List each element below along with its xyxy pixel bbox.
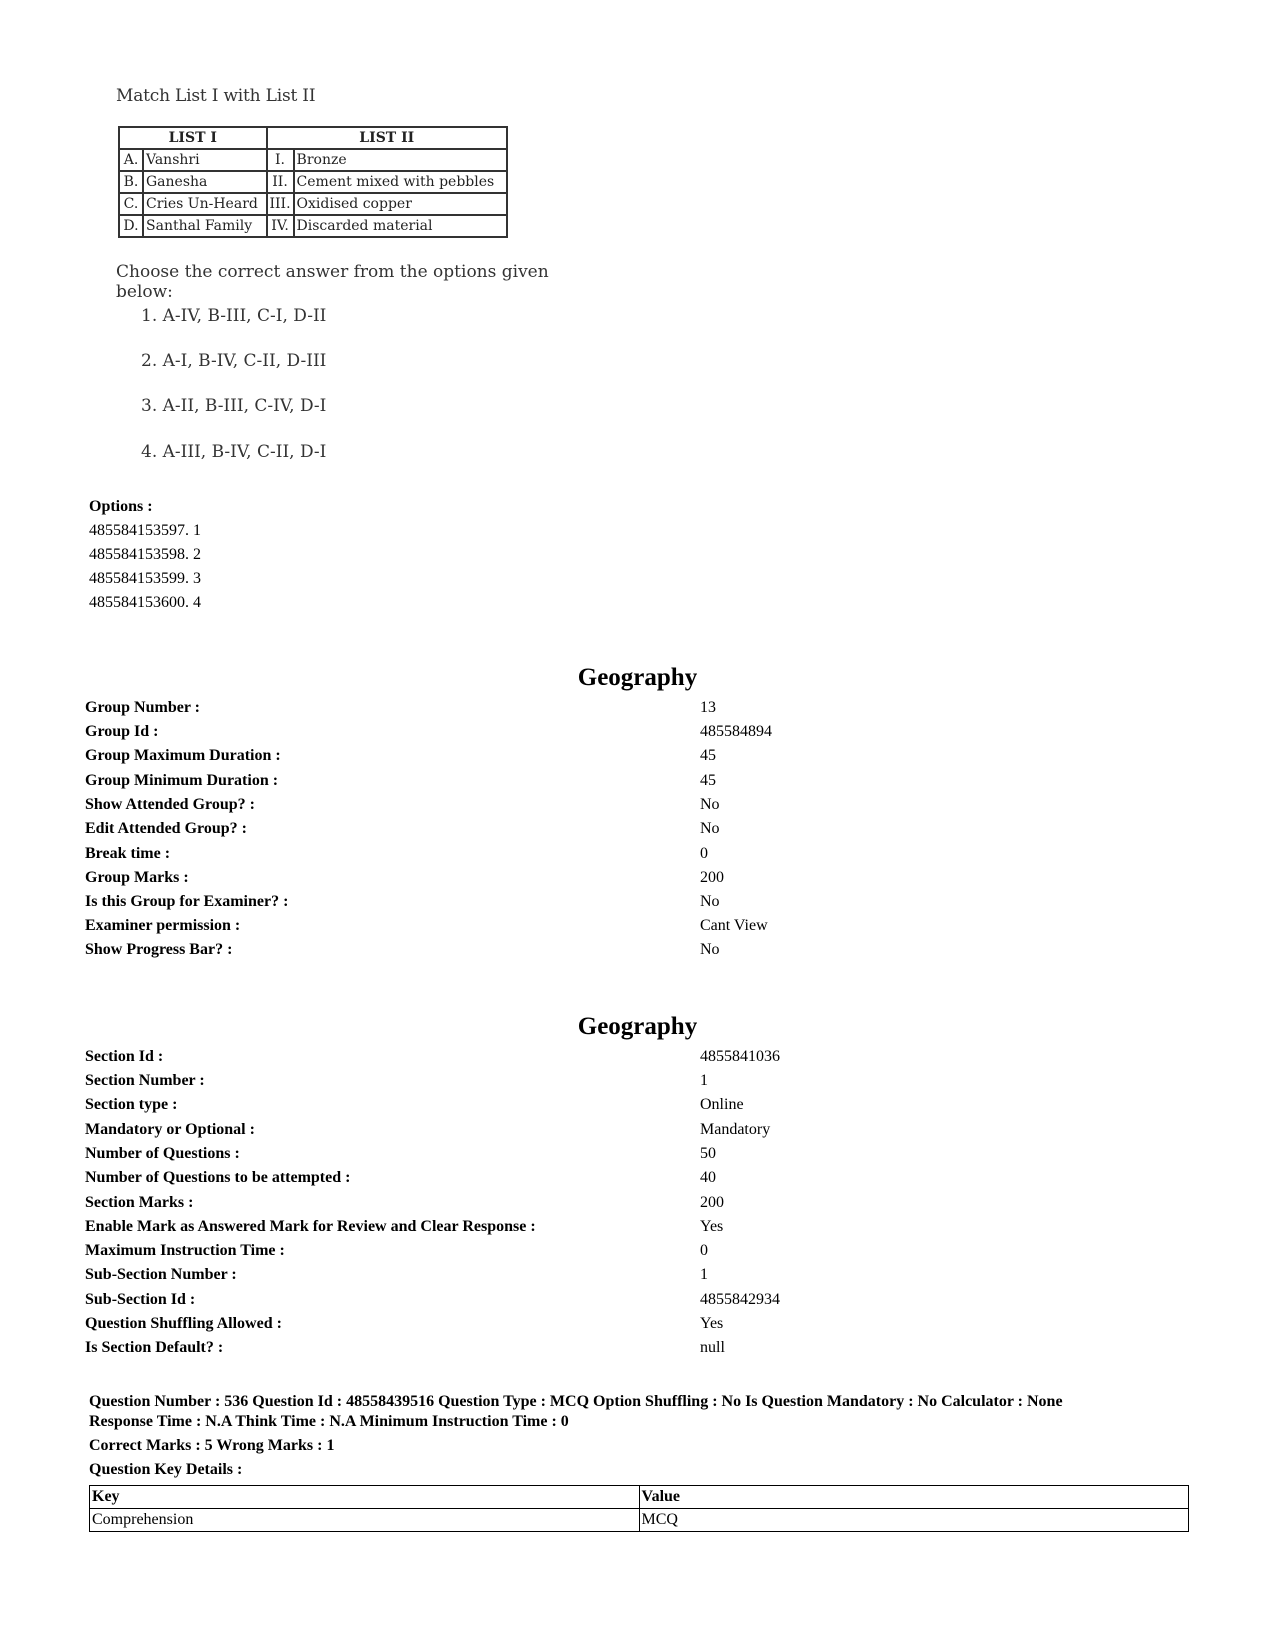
group-field-value: 200 bbox=[700, 869, 724, 886]
value-column-header: Value bbox=[639, 1486, 1189, 1509]
list-one-key: B. bbox=[119, 171, 143, 193]
list-one-item: Ganesha bbox=[143, 171, 267, 193]
list-two-key: I. bbox=[267, 149, 294, 171]
group-field-value: No bbox=[700, 893, 720, 910]
section-field-value: 4855842934 bbox=[700, 1291, 780, 1308]
choose-instruction: Choose the correct answer from the options given below: bbox=[116, 262, 549, 302]
section-field-value: 1 bbox=[700, 1072, 708, 1089]
group-field-label: Is this Group for Examiner? : bbox=[85, 893, 289, 910]
list-one-item: Vanshri bbox=[143, 149, 267, 171]
section-field-value: Mandatory bbox=[700, 1121, 771, 1138]
group-field-label: Show Attended Group? : bbox=[85, 796, 255, 813]
list-two-header: LIST II bbox=[267, 127, 508, 149]
answer-choice-1: 1. A-IV, B-III, C-I, D-II bbox=[141, 306, 327, 326]
section-field-value: Yes bbox=[700, 1218, 724, 1235]
group-field-label: Group Marks : bbox=[85, 869, 189, 886]
list-one-item: Cries Un-Heard bbox=[143, 193, 267, 215]
section-field-value: 200 bbox=[700, 1194, 724, 1211]
section-field-label: Section Marks : bbox=[85, 1194, 194, 1211]
key-table-header-row bbox=[90, 1486, 1189, 1509]
section-field-value: null bbox=[700, 1339, 725, 1356]
section-field-label: Is Section Default? : bbox=[85, 1339, 224, 1356]
group-field-label: Show Progress Bar? : bbox=[85, 941, 233, 958]
group-field-value: 45 bbox=[700, 772, 716, 789]
group-field-label: Break time : bbox=[85, 845, 171, 862]
answer-choice-4: 4. A-III, B-IV, C-II, D-I bbox=[141, 442, 327, 462]
group-field-value: Cant View bbox=[700, 917, 768, 934]
list-two-key: IV. bbox=[267, 215, 294, 237]
value-cell: MCQ bbox=[639, 1509, 1189, 1532]
group-field-label: Group Id : bbox=[85, 723, 159, 740]
section-field-value: 4855841036 bbox=[700, 1048, 780, 1065]
section-field-label: Maximum Instruction Time : bbox=[85, 1242, 285, 1259]
question-info-line-1: Question Number : 536 Question Id : 48558439516 Question Type : MCQ Option Shuffling : No Is Question Mandatory : No Calculator : None bbox=[89, 1393, 1063, 1410]
section-field-label: Sub-Section Number : bbox=[85, 1266, 237, 1283]
option-item: 485584153597. 1 bbox=[89, 522, 201, 539]
option-item: 485584153598. 2 bbox=[89, 546, 201, 563]
list-one-header: LIST I bbox=[119, 127, 267, 149]
group-field-value: 485584894 bbox=[700, 723, 772, 740]
key-cell: Comprehension bbox=[90, 1509, 640, 1532]
list-two-key: III. bbox=[267, 193, 294, 215]
answer-choice-3: 3. A-II, B-III, C-IV, D-I bbox=[141, 396, 327, 416]
group-field-label: Group Maximum Duration : bbox=[85, 747, 281, 764]
group-field-value: No bbox=[700, 796, 720, 813]
section-field-value: 0 bbox=[700, 1242, 708, 1259]
group-field-label: Examiner permission : bbox=[85, 917, 241, 934]
section-field-value: Yes bbox=[700, 1315, 724, 1332]
key-column-header: Key bbox=[90, 1486, 640, 1509]
question-image bbox=[108, 78, 588, 478]
section-field-label: Sub-Section Id : bbox=[85, 1291, 196, 1308]
option-item: 485584153599. 3 bbox=[89, 570, 201, 587]
question-key-table bbox=[89, 1485, 1189, 1532]
question-info-line-2: Response Time : N.A Think Time : N.A Minimum Instruction Time : 0 bbox=[89, 1413, 569, 1430]
match-list-row bbox=[119, 215, 507, 237]
list-two-item: Cement mixed with pebbles bbox=[294, 171, 507, 193]
section-field-value: Online bbox=[700, 1096, 744, 1113]
group-field-value: No bbox=[700, 820, 720, 837]
match-list-row bbox=[119, 171, 507, 193]
section-field-label: Section Id : bbox=[85, 1048, 164, 1065]
group-field-label: Group Minimum Duration : bbox=[85, 772, 279, 789]
group-field-label: Edit Attended Group? : bbox=[85, 820, 247, 837]
table-row bbox=[90, 1509, 1189, 1532]
match-list-row bbox=[119, 149, 507, 171]
question-marks: Correct Marks : 5 Wrong Marks : 1 bbox=[89, 1437, 335, 1454]
group-field-value: 45 bbox=[700, 747, 716, 764]
list-one-key: C. bbox=[119, 193, 143, 215]
list-two-item: Discarded material bbox=[294, 215, 507, 237]
list-two-key: II. bbox=[267, 171, 294, 193]
list-one-key: D. bbox=[119, 215, 143, 237]
question-prompt: Match List I with List II bbox=[116, 86, 316, 106]
match-list-table bbox=[118, 126, 508, 238]
group-field-value: No bbox=[700, 941, 720, 958]
question-key-details-label: Question Key Details : bbox=[89, 1461, 243, 1478]
list-one-key: A. bbox=[119, 149, 143, 171]
section-field-label: Section type : bbox=[85, 1096, 178, 1113]
answer-choice-2: 2. A-I, B-IV, C-II, D-III bbox=[141, 351, 327, 371]
section-field-value: 50 bbox=[700, 1145, 716, 1162]
section-title: Geography bbox=[577, 1013, 698, 1040]
group-field-value: 0 bbox=[700, 845, 708, 862]
list-one-item: Santhal Family bbox=[143, 215, 267, 237]
option-item: 485584153600. 4 bbox=[89, 594, 201, 611]
section-field-value: 1 bbox=[700, 1266, 708, 1283]
group-title: Geography bbox=[577, 664, 698, 691]
section-field-label: Enable Mark as Answered Mark for Review and Clear Response : bbox=[85, 1218, 536, 1235]
section-field-label: Section Number : bbox=[85, 1072, 205, 1089]
section-field-label: Question Shuffling Allowed : bbox=[85, 1315, 282, 1332]
list-two-item: Oxidised copper bbox=[294, 193, 507, 215]
section-field-label: Number of Questions to be attempted : bbox=[85, 1169, 351, 1186]
match-list-row bbox=[119, 193, 507, 215]
options-label: Options : bbox=[89, 498, 153, 515]
list-two-item: Bronze bbox=[294, 149, 507, 171]
section-field-label: Mandatory or Optional : bbox=[85, 1121, 255, 1138]
group-field-label: Group Number : bbox=[85, 699, 200, 716]
match-list-header-row bbox=[119, 127, 507, 149]
section-field-value: 40 bbox=[700, 1169, 716, 1186]
section-field-label: Number of Questions : bbox=[85, 1145, 240, 1162]
group-field-value: 13 bbox=[700, 699, 716, 716]
